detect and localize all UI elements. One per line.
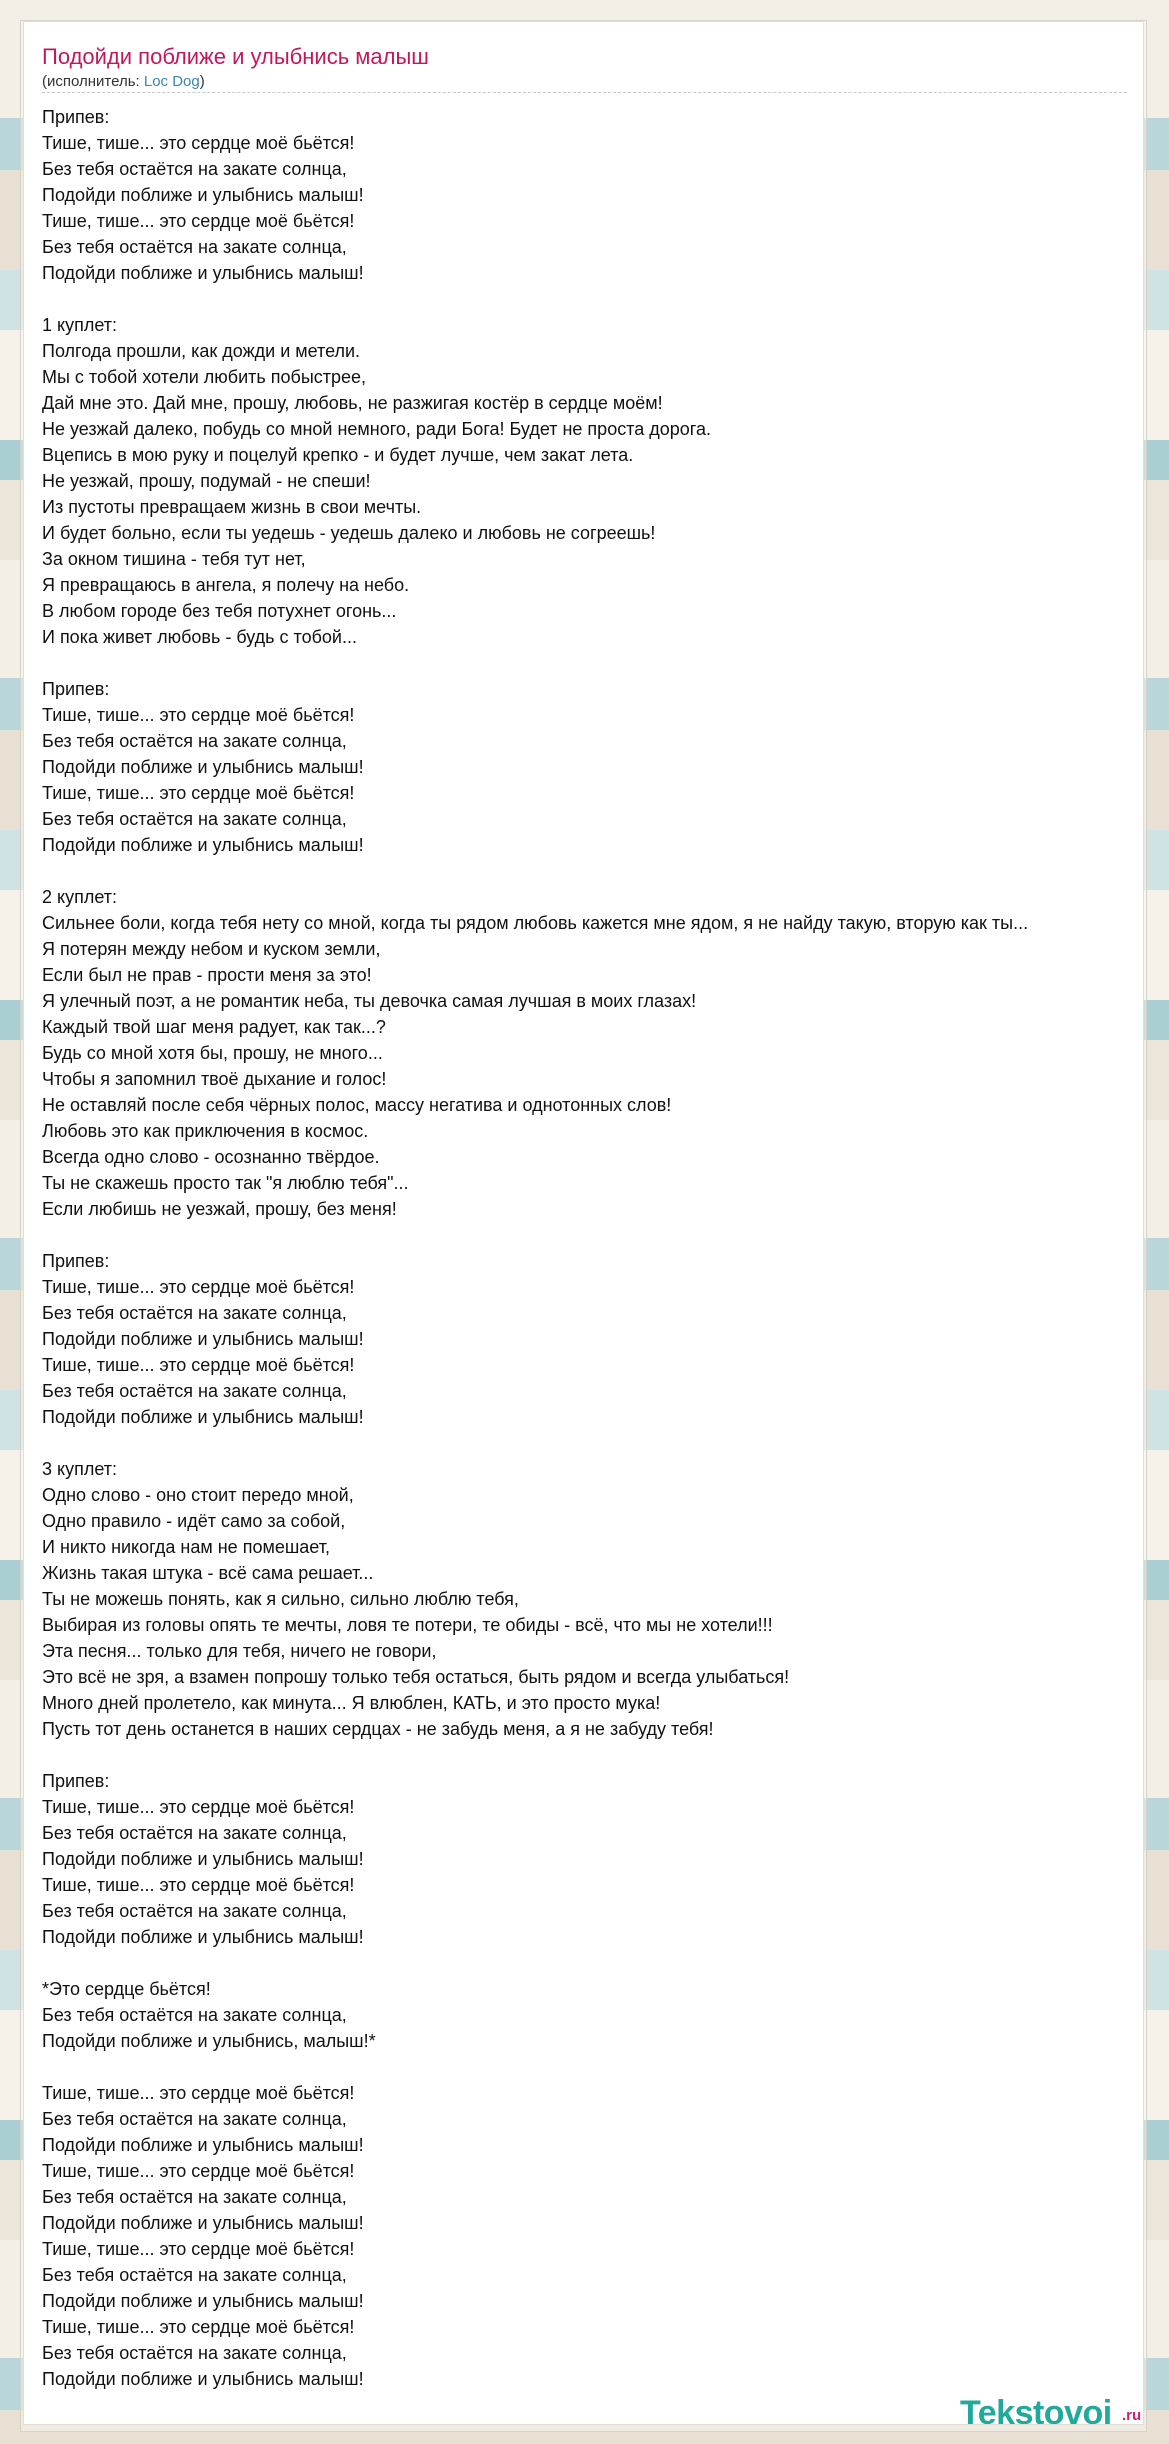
lyrics-card (24, 22, 1143, 2424)
site-logo[interactable] (960, 2394, 1140, 2424)
logo-tld: .ru (1122, 2407, 1142, 2424)
artist-line (42, 73, 205, 91)
song-title: Подойди поближе и улыбнись малыш (42, 44, 429, 69)
artist-link[interactable]: Loc Dog (143, 73, 200, 90)
artist-prefix: (исполнитель: (42, 73, 144, 90)
title-divider (42, 92, 1127, 93)
lyrics-text: Припев: Тише, тише... это сердце моё бьётся! Без тебя остаётся на закате солнца, Подойди поближе и улыбнись малыш! Тише, тише... это сердце моё бьётся! Без тебя остаётся на закате солнца, Подойди поближе и улыбнись малыш! 1 куплет: Полгода прошли, как дожди и метели. Мы с тобой хотели любить побыстрее, Дай мне это. Дай мне, прошу, любовь, не разжигая костёр в сердце моём! Не уезжай далеко, побудь со мной немного, ради Бога! Будет не проста дорога. Вцепись в мою руку и поцелуй крепко - и будет лучше, чем закат лета. Не уезжай, прошу, подумай - не спеши! Из пустоты превращаем жизнь в свои мечты. И будет больно, если ты уедешь - уедешь далеко и любовь не согреешь! За окном тишина - тебя тут нет, Я превращаюсь в ангела, я полечу на небо. В любом городе без тебя потухнет огонь... И пока живет любовь - будь с тобой... Припев: Тише, тише... это сердце моё бьётся! Без тебя остаётся на закате солнца, Подойди поближе и улыбнись малыш! Тише, тише... это сердце моё бьётся! Без тебя остаётся на закате солнца, Подойди поближе и улыбнись малыш! 2 куплет: Сильнее боли, когда тебя нету со мной, когда ты рядом любовь кажется мне ядом, я не найду такую, вторую как ты... Я потерян между небом и куском земли, Если был не прав - прости меня за это! Я улечный поэт, а не романтик неба, ты девочка самая лучшая в моих глазах! Каждый твой шаг меня радует, как так...? Будь со мной хотя бы, прошу, не много... Чтобы я запомнил твоё дыхание и голос! Не оставляй после себя чёрных полос, массу негатива и однотонных слов! Любовь это как приключения в космос. Всегда одно слово - осознанно твёрдое. Ты не скажешь просто так "я люблю тебя"... Если любишь не уезжай, прошу, без меня! Припев: Тише, тише... это сердце моё бьётся! Без тебя остаётся на закате солнца, Подойди поближе и улыбнись малыш! Тише, тише... это сердце моё бьётся! Без тебя остаётся на закате солнца, Подойди поближе и улыбнись малыш! 3 куплет: Одно слово - оно стоит передо мной, Одно правило - идёт само за собой, И никто никогда нам не помешает, Жизнь такая штука - всё сама решает... Ты не можешь понять, как я сильно, сильно люблю тебя, Выбирая из головы опять те мечты, ловя те потери, те обиды - всё, что мы не хотели!!! Эта песня... только для тебя, ничего не говори, Это всё не зря, а взамен попрошу только тебя остаться, быть рядом и всегда улыбаться! Много дней пролетело, как минута... Я влюблен, КАТЬ, и это просто мука! Пусть тот день останется в наших сердцах - не забудь меня, а я не забуду тебя! Припев: Тише, тише... это сердце моё бьётся! Без тебя остаётся на закате солнца, Подойди поближе и улыбнись малыш! Тише, тише... это сердце моё бьётся! Без тебя остаётся на закате солнца, Подойди поближе и улыбнись малыш! *Это сердце бьётся! Без тебя остаётся на закате солнца, Подойди поближе и улыбнись, малыш!* Тише, тише... это сердце моё бьётся! Без тебя остаётся на закате солнца, Подойди поближе и улыбнись малыш! Тише, тише... это сердце моё бьётся! Без тебя остаётся на закате солнца, Подойди поближе и улыбнись малыш! Тише, тише... это сердце моё бьётся! Без тебя остаётся на закате солнца, Подойди поближе и улыбнись малыш! Тише, тише... это сердце моё бьётся! Без тебя остаётся на закате солнца, Подойди поближе и улыбнись малыш! (42, 107, 1029, 2389)
logo-wordmark: Tekstovoi (960, 2394, 1112, 2424)
artist-suffix: ) (199, 73, 205, 90)
